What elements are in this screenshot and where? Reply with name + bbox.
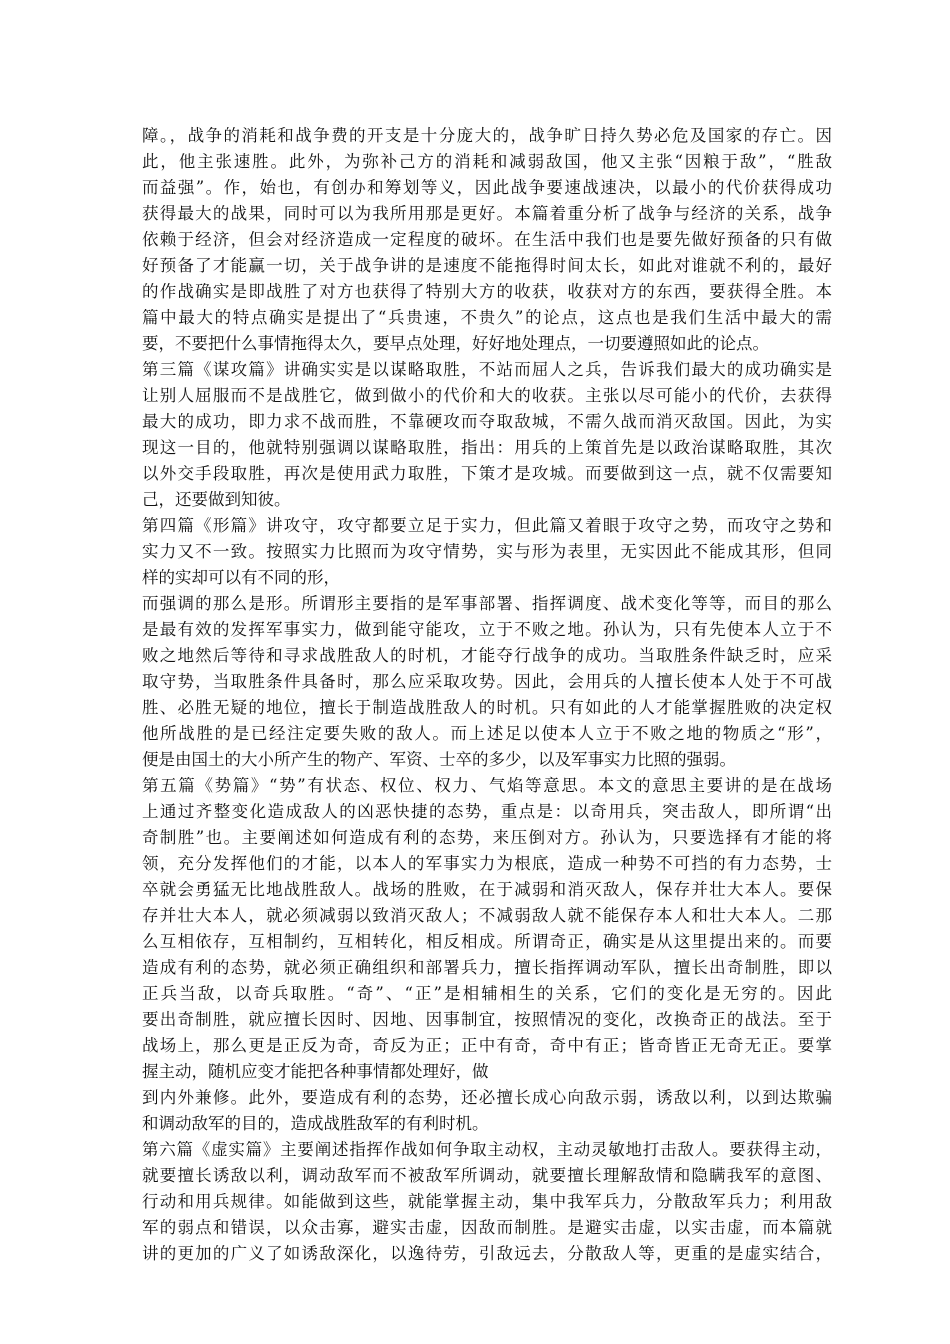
text-line: 行动和用兵规律。如能做到这些，就能掌握主动，集中我军兵力，分散敌军兵力；利用敌 — [142, 1192, 832, 1211]
text-line: 要出奇制胜，就应擅长因时、因地、因事制宜，按照情况的变化，改换奇正的战法。至于 — [142, 1010, 832, 1029]
text-line: 和调动敌军的目的，造成战胜敌军的有利时机。 — [142, 1114, 489, 1133]
text-line: 他所战胜的是已经注定要失败的敌人。而上述足以使本人立于不败之地的物质之“形”， — [142, 724, 832, 743]
text-line: 到内外兼修。此外，要造成有利的态势，还必擅长成心向敌示弱，诱敌以利，以到达欺骗 — [142, 1088, 832, 1107]
text-line: 战场上，那么更是正反为奇，奇反为正；正中有奇，奇中有正；皆奇皆正无奇无正。要掌 — [142, 1036, 832, 1055]
document-body — [142, 123, 832, 1267]
text-line: 么互相依存，互相制约，互相转化，相反相成。所谓奇正，确实是从这里提出来的。而要 — [142, 932, 832, 951]
text-line: 依赖于经济，但会对经济造成一定程度的破坏。在生活中我们也是要先做好预备的只有做 — [142, 230, 832, 249]
text-line: 篇中最大的特点确实是提出了“兵贵速，不贵久”的论点，这点也是我们生活中最大的需 — [142, 308, 832, 327]
text-line: 讲的更加的广义了如诱敌深化，以逸待劳，引敌远去，分散敌人等，更重的是虚实结合， — [142, 1244, 832, 1263]
text-line: 第四篇《形篇》讲攻守，攻守都要立足于实力，但此篇又着眼于攻守之势，而攻守之势和 — [142, 516, 832, 535]
text-line: 存并壮大本人，就必须减弱以致消灭敌人；不减弱敌人就不能保存本人和壮大本人。二那 — [142, 906, 832, 925]
text-line: 获得最大的战果，同时可以为我所用那是更好。本篇着重分析了战争与经济的关系，战争 — [142, 204, 832, 223]
text-line: 领，充分发挥他们的才能，以本人的军事实力为根底，造成一种势不可挡的有力态势，士 — [142, 854, 832, 873]
text-line: 握主动，随机应变才能把各种事情都处理好，做 — [142, 1062, 489, 1081]
text-line: 正兵当敌，以奇兵取胜。“奇”、“正”是相辅相生的关系，它们的变化是无穷的。因此 — [142, 984, 832, 1003]
text-line: 是最有效的发挥军事实力，做到能守能攻，立于不败之地。孙认为，只有先使本人立于不 — [142, 620, 832, 639]
text-line: 而强调的那么是形。所谓形主要指的是军事部署、指挥调度、战术变化等等，而目的那么 — [142, 594, 832, 613]
text-line: 让别人屈服而不是战胜它，做到做小的代价和大的收获。主张以尽可能小的代价，去获得 — [142, 386, 832, 405]
text-line: 胜、必胜无疑的地位，擅长于制造战胜敌人的时机。只有如此的人才能掌握胜败的决定权 — [142, 698, 832, 717]
text-line: 障。，战争的消耗和战争费的开支是十分庞大的，战争旷日持久势必危及国家的存亡。因 — [142, 126, 832, 145]
text-line: 败之地然后等待和寻求战胜敌人的时机，才能夺行战争的成功。当取胜条件缺乏时，应采 — [142, 646, 832, 665]
text-line: 第六篇《虚实篇》主要阐述指挥作战如何争取主动权，主动灵敏地打击敌人。要获得主动， — [142, 1140, 832, 1159]
text-line: 就要擅长诱敌以利，调动敌军而不被敌军所调动，就要擅长理解敌情和隐瞒我军的意图、 — [142, 1166, 832, 1185]
text-line: 最大的成功，即力求不战而胜，不靠硬攻而夺取敌城，不需久战而消灭敌国。因此，为实 — [142, 412, 832, 431]
text-line: 第三篇《谋攻篇》讲确实实是以谋略取胜，不站而屈人之兵，告诉我们最大的成功确实是 — [142, 360, 832, 379]
text-line: 而益强”。作，始也，有创办和筹划等义，因此战争要速战速决，以最小的代价获得成功 — [142, 178, 832, 197]
text-line: 实力又不一致。按照实力比照而为攻守情势，实与形为表里，无实因此不能成其形，但同 — [142, 542, 832, 561]
text-line: 便是由国土的大小所产生的物产、军资、士卒的多少，以及军事实力比照的强弱。 — [142, 750, 736, 769]
text-line: 要，不要把什么事情拖得太久，要早点处理，好好地处理点，一切要遵照如此的论点。 — [142, 334, 769, 353]
text-line: 好预备了才能赢一切，关于战争讲的是速度不能拖得时间太长，如此对谁就不利的，最好 — [142, 256, 832, 275]
text-line: 此，他主张速胜。此外，为弥补己方的消耗和减弱敌国，他又主张“因粮于敌”，“胜敌 — [142, 152, 832, 171]
text-line: 的作战确实是即战胜了对方也获得了特别大方的收获，收获对方的东西，要获得全胜。本 — [142, 282, 832, 301]
text-line: 奇制胜”也。主要阐述如何造成有利的态势，来压倒对方。孙认为，只要选择有才能的将 — [142, 828, 832, 847]
text-line: 己，还要做到知彼。 — [142, 490, 291, 509]
text-line: 上通过齐整变化造成敌人的凶恶快捷的态势，重点是：以奇用兵，突击敌人，即所谓“出 — [142, 802, 832, 821]
text-line: 卒就会勇猛无比地战胜敌人。战场的胜败，在于减弱和消灭敌人，保存并壮大本人。要保 — [142, 880, 832, 899]
text-line: 样的实却可以有不同的形， — [142, 568, 340, 587]
text-line: 造成有利的态势，就必须正确组织和部署兵力，擅长指挥调动军队，擅长出奇制胜，即以 — [142, 958, 832, 977]
text-line: 军的弱点和错误，以众击寡，避实击虚，因敌而制胜。是避实击虚，以实击虚，而本篇就 — [142, 1218, 832, 1237]
text-line: 以外交手段取胜，再次是使用武力取胜，下策才是攻城。而要做到这一点，就不仅需要知 — [142, 464, 832, 483]
text-line: 取守势，当取胜条件具备时，那么应采取攻势。因此，会用兵的人擅长使本人处于不可战 — [142, 672, 832, 691]
text-line: 第五篇《势篇》“势”有状态、权位、权力、气焰等意思。本文的意思主要讲的是在战场 — [142, 776, 832, 795]
text-line: 现这一目的，他就特别强调以谋略取胜，指出：用兵的上策首先是以政治谋略取胜，其次 — [142, 438, 832, 457]
